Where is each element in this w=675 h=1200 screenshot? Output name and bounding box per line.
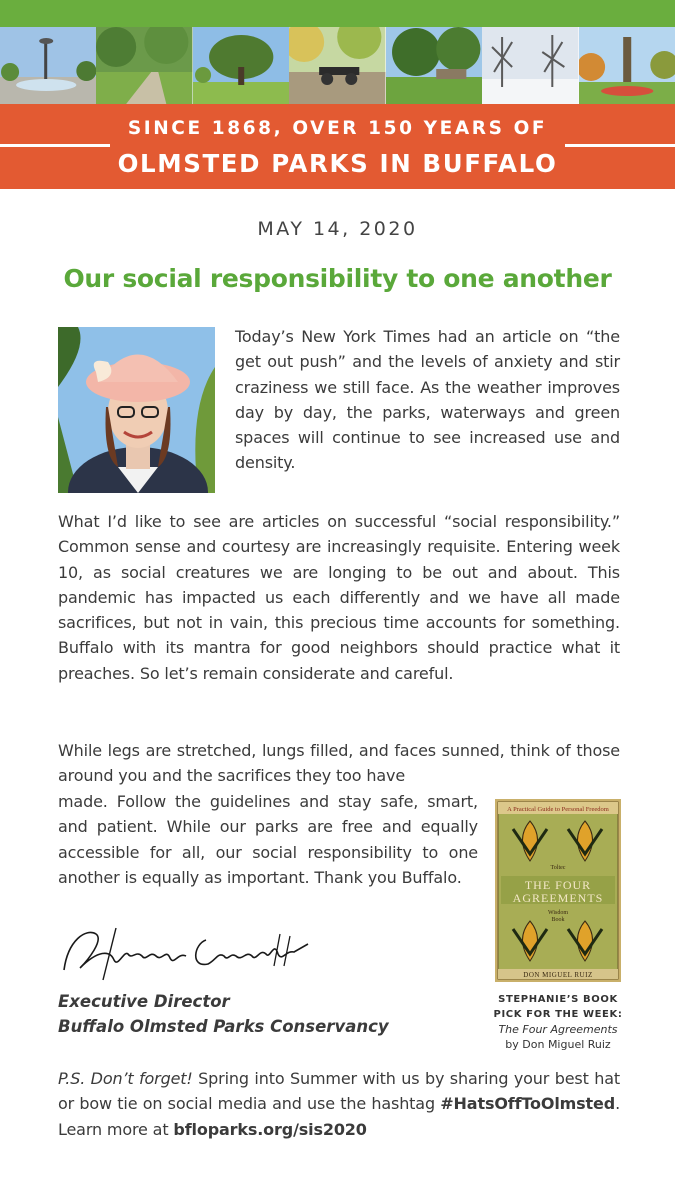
- park-photo-fountain: [0, 27, 96, 104]
- banner-subtitle: SINCE 1868, OVER 150 YEARS OF: [127, 118, 548, 139]
- book-title-line1: THE FOUR: [524, 878, 592, 892]
- postscript: [58, 1066, 620, 1142]
- book-cover: [495, 799, 621, 982]
- headline: Our social responsibility to one another: [63, 264, 612, 293]
- postscript-lead: P.S. Don’t forget!: [58, 1069, 193, 1088]
- book-small-label-3: Book: [551, 917, 565, 923]
- book-small-label-2: Wisdom: [547, 910, 569, 916]
- paragraph-intro: Today’s New York Times had an article on “the get out push” and the levels of anxiety and stir craziness we still face. As the weather improves day by day, the parks, waterways and green spaces will continue to see increased use and density.: [235, 327, 620, 473]
- book-title-line2: AGREEMENTS: [512, 891, 604, 905]
- banner-title: OLMSTED PARKS IN BUFFALO: [117, 149, 558, 178]
- postscript-text2: . Learn more at: [58, 1094, 620, 1139]
- title-banner: [0, 104, 675, 189]
- book-caption-title: The Four Agreements: [498, 1023, 618, 1036]
- paragraph-closing-narrow: made. Follow the guidelines and stay safe, smart, and patient. While our parks are free and equally accessible for all, our social responsibility to one another is equally as important. Thank you Buffalo.: [58, 792, 478, 887]
- park-photo-trees: [386, 27, 482, 104]
- signer-organization: Buffalo Olmsted Parks Conservancy: [58, 1017, 389, 1036]
- signer-title: Executive Director: [58, 992, 230, 1011]
- book-caption: [480, 992, 636, 1052]
- book-caption-line1: STEPHANIE’S BOOK: [498, 994, 618, 1005]
- park-photo-path: [96, 27, 192, 104]
- post-date: MAY 14, 2020: [257, 218, 418, 240]
- park-photo-cannon: [289, 27, 385, 104]
- website-link[interactable]: bfloparks.org/sis2020: [173, 1119, 367, 1139]
- book-tagline: A Practical Guide to Personal Freedom: [507, 806, 609, 813]
- book-caption-line2: PICK FOR THE WEEK:: [493, 1009, 623, 1020]
- book-caption-author: by Don Miguel Ruiz: [505, 1038, 611, 1051]
- park-photo-monument: [579, 27, 675, 104]
- book-cover-author: DON MIGUEL RUIZ: [523, 971, 593, 979]
- park-photo-winter: [482, 27, 578, 104]
- author-portrait: [58, 327, 215, 493]
- park-photo-strip: [0, 27, 675, 104]
- hashtag: #HatsOffToOlmsted: [440, 1094, 616, 1114]
- signature: [58, 920, 313, 985]
- top-green-bar: [0, 0, 675, 27]
- banner-rule-left: [0, 144, 110, 147]
- postscript-text1: Spring into Summer with us by sharing your best hat or bow tie on social media and use the hashtag: [58, 1069, 620, 1114]
- signature-block: [58, 989, 389, 1039]
- paragraph-responsibility: What I’d like to see are articles on successful “social responsibility.” Common sense and courtesy are increasingly requisite. Entering week 10, as social creatures we are longing to be out and about. This pandemic has impacted us each differently and we have all made sacrifices, but not in vain, this precious time accounts for something. Buffalo with its mantra for good neighbors should practice what it preaches. So let’s remain considerate and careful.: [58, 512, 620, 683]
- book-small-label-1: Toltec: [550, 865, 566, 871]
- paragraph-closing-wide: While legs are stretched, lungs filled, and faces sunned, think of those around you and the sacrifices they too have: [58, 741, 620, 786]
- park-photo-oak-tree: [193, 27, 289, 104]
- banner-rule-right: [565, 144, 675, 147]
